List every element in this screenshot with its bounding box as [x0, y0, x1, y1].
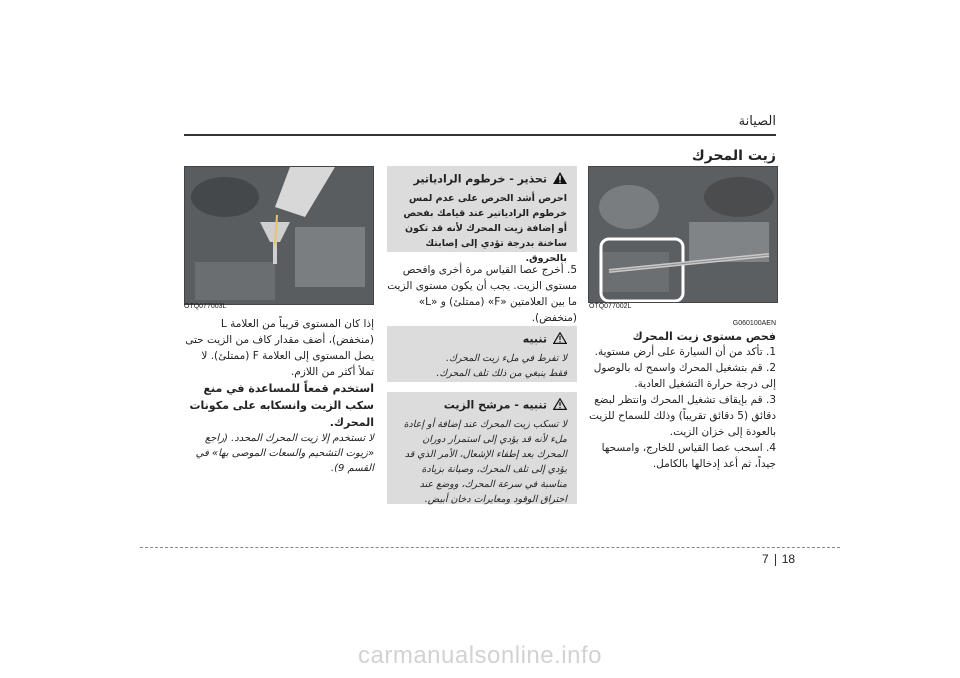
left-column-text [184, 316, 374, 476]
chapter-number: 7 [762, 552, 769, 566]
note-title: تنبيه [522, 332, 547, 346]
warning-title: تحذير - خرطوم الرادياتير [413, 172, 547, 186]
oil-pouring-illustration [185, 167, 373, 304]
reference-paragraph: لا تستخدم إلا زيت المحرك المحدد. (راجع «زيوت التشحيم والسعات الموصى بها» في القسم 9). [195, 433, 374, 474]
step-2: 2. قم بتشغيل المحرك واسمح له بالوصول إلى درجة حرارة التشغيل العادية. [593, 362, 776, 390]
header-rule [184, 134, 776, 136]
caution-icon [553, 332, 567, 347]
engine-dipstick-illustration [589, 167, 777, 302]
step-3: 3. قم بإيقاف تشغيل المحرك وانتظر لبضع دقائق (5 دقائق تقريباً) وذلك للسماح للزيت بالعودة إلى خزان الزيت. [589, 394, 776, 438]
page-number [762, 552, 795, 566]
warning-box [387, 166, 577, 264]
page-number-value: 18 [781, 552, 796, 566]
note-box [387, 326, 577, 382]
oil-fill-photo [184, 166, 374, 305]
step-4: 4. اسحب عصا القياس للخارج، وامسحها جيداً، ثم أعد إدخالها بالكامل. [601, 442, 776, 470]
note-line: لا تفرط في ملء زيت المحرك. [445, 353, 567, 364]
note-box [387, 392, 577, 504]
warning-icon [553, 172, 567, 187]
watermark-text: carmanualsonline.info [358, 642, 602, 669]
footer-rule [140, 547, 840, 548]
reference-code: G060100AEN [732, 320, 776, 327]
step-5: 5. أخرج عصا القياس مرة أخرى وافحص مستوى الزيت. يجب أن يكون مستوى الزيت ما بين العلامتين «F» (ممتلئ) و «L» (منخفض). [387, 264, 577, 324]
note-body: لا تسكب زيت المحرك عند إضافة أو إعادة ملء لأنه قد يؤدي إلى استمرار دوران المحرك بعد إطفاء الإشعال، الأمر الذي قد يؤدي إلى تلف المحرك، وصيانة بزيادة مناسبة في سرعة المحرك، ووضع عند احتراق الوقود ومعايرات دخان أبيض. [403, 419, 567, 505]
procedure-heading: فحص مستوى زيت المحرك [632, 330, 776, 343]
paragraph: إذا كان المستوى قريباً من العلامة L (منخفض)، أضف مقدار كاف من الزيت حتى يصل المستوى إلى العلامة F (ممتلئ). لا تملأ أكثر من اللازم. [185, 318, 374, 378]
caution-icon [553, 398, 567, 413]
dipstick-photo [588, 166, 778, 303]
procedure-steps [588, 344, 776, 472]
warning-body: احرص أشد الحرص على عدم لمس خرطوم الرادياتير عند قيامك بفحص أو إضافة زيت المحرك لأنه قد تكون ساخنة بدرجة تؤدي إلى إصابتك بالحروق. [403, 193, 567, 264]
photo-code: OTQ077002L [589, 303, 632, 310]
note-line: فقط ينبغي من ذلك تلف المحرك. [436, 368, 567, 379]
bold-paragraph: استخدم قمعاً للمساعدة في منع سكب الزيت وانسكابه على مكونات المحرك. [189, 382, 374, 429]
chapter-title: الصيانة [738, 114, 776, 129]
note-title: تنبيه - مرشح الزيت [443, 398, 547, 412]
section-title: زيت المحرك [691, 148, 776, 164]
step-1: 1. تأكد من أن السيارة على أرض مستوية. [594, 346, 776, 358]
photo-code: OTQ077003L [184, 303, 227, 310]
